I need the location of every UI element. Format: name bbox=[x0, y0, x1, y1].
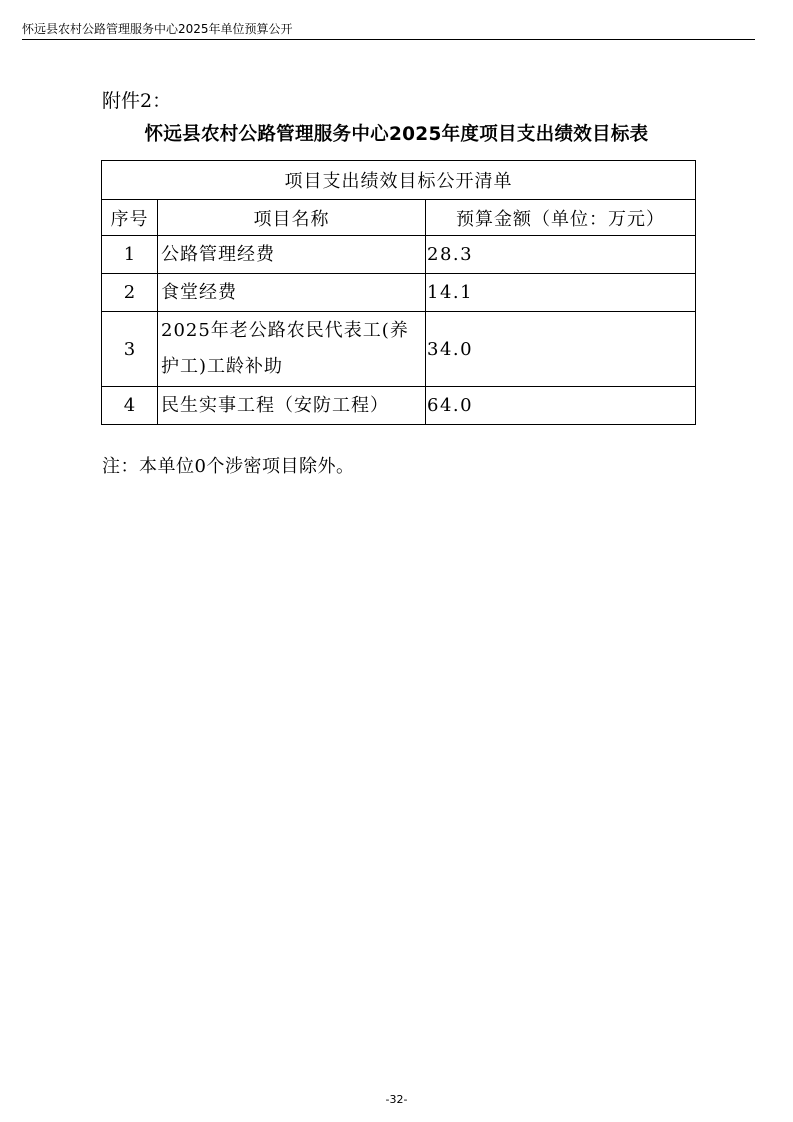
project-name-cell: 2025年老公路农民代表工(养护工)工龄补助 bbox=[158, 312, 426, 387]
table-row bbox=[102, 387, 696, 425]
seq-cell: 3 bbox=[102, 312, 158, 387]
header-divider bbox=[22, 39, 755, 40]
column-header-amount: 预算金额（单位：万元） bbox=[426, 200, 696, 236]
amount-cell: 14.1 bbox=[426, 274, 696, 312]
table-caption: 项目支出绩效目标公开清单 bbox=[102, 161, 696, 200]
project-name-cell: 民生实事工程（安防工程） bbox=[158, 387, 426, 425]
footnote: 注：本单位0个涉密项目除外。 bbox=[102, 456, 355, 477]
table-row bbox=[102, 236, 696, 274]
page-number: -32- bbox=[385, 1093, 408, 1106]
table-header-row bbox=[102, 200, 696, 236]
amount-cell: 64.0 bbox=[426, 387, 696, 425]
attachment-label: 附件2： bbox=[102, 90, 172, 112]
table-row bbox=[102, 312, 696, 387]
amount-cell: 28.3 bbox=[426, 236, 696, 274]
seq-cell: 2 bbox=[102, 274, 158, 312]
table-caption-row bbox=[102, 161, 696, 200]
page-header: 怀远县农村公路管理服务中心2025年单位预算公开 bbox=[22, 22, 293, 36]
performance-target-table bbox=[101, 160, 696, 425]
document-title: 怀远县农村公路管理服务中心2025年度项目支出绩效目标表 bbox=[144, 124, 649, 145]
column-header-seq: 序号 bbox=[102, 200, 158, 236]
amount-cell: 34.0 bbox=[426, 312, 696, 387]
project-name-cell: 食堂经费 bbox=[158, 274, 426, 312]
column-header-name: 项目名称 bbox=[158, 200, 426, 236]
seq-cell: 4 bbox=[102, 387, 158, 425]
table-row bbox=[102, 274, 696, 312]
project-name-cell: 公路管理经费 bbox=[158, 236, 426, 274]
seq-cell: 1 bbox=[102, 236, 158, 274]
